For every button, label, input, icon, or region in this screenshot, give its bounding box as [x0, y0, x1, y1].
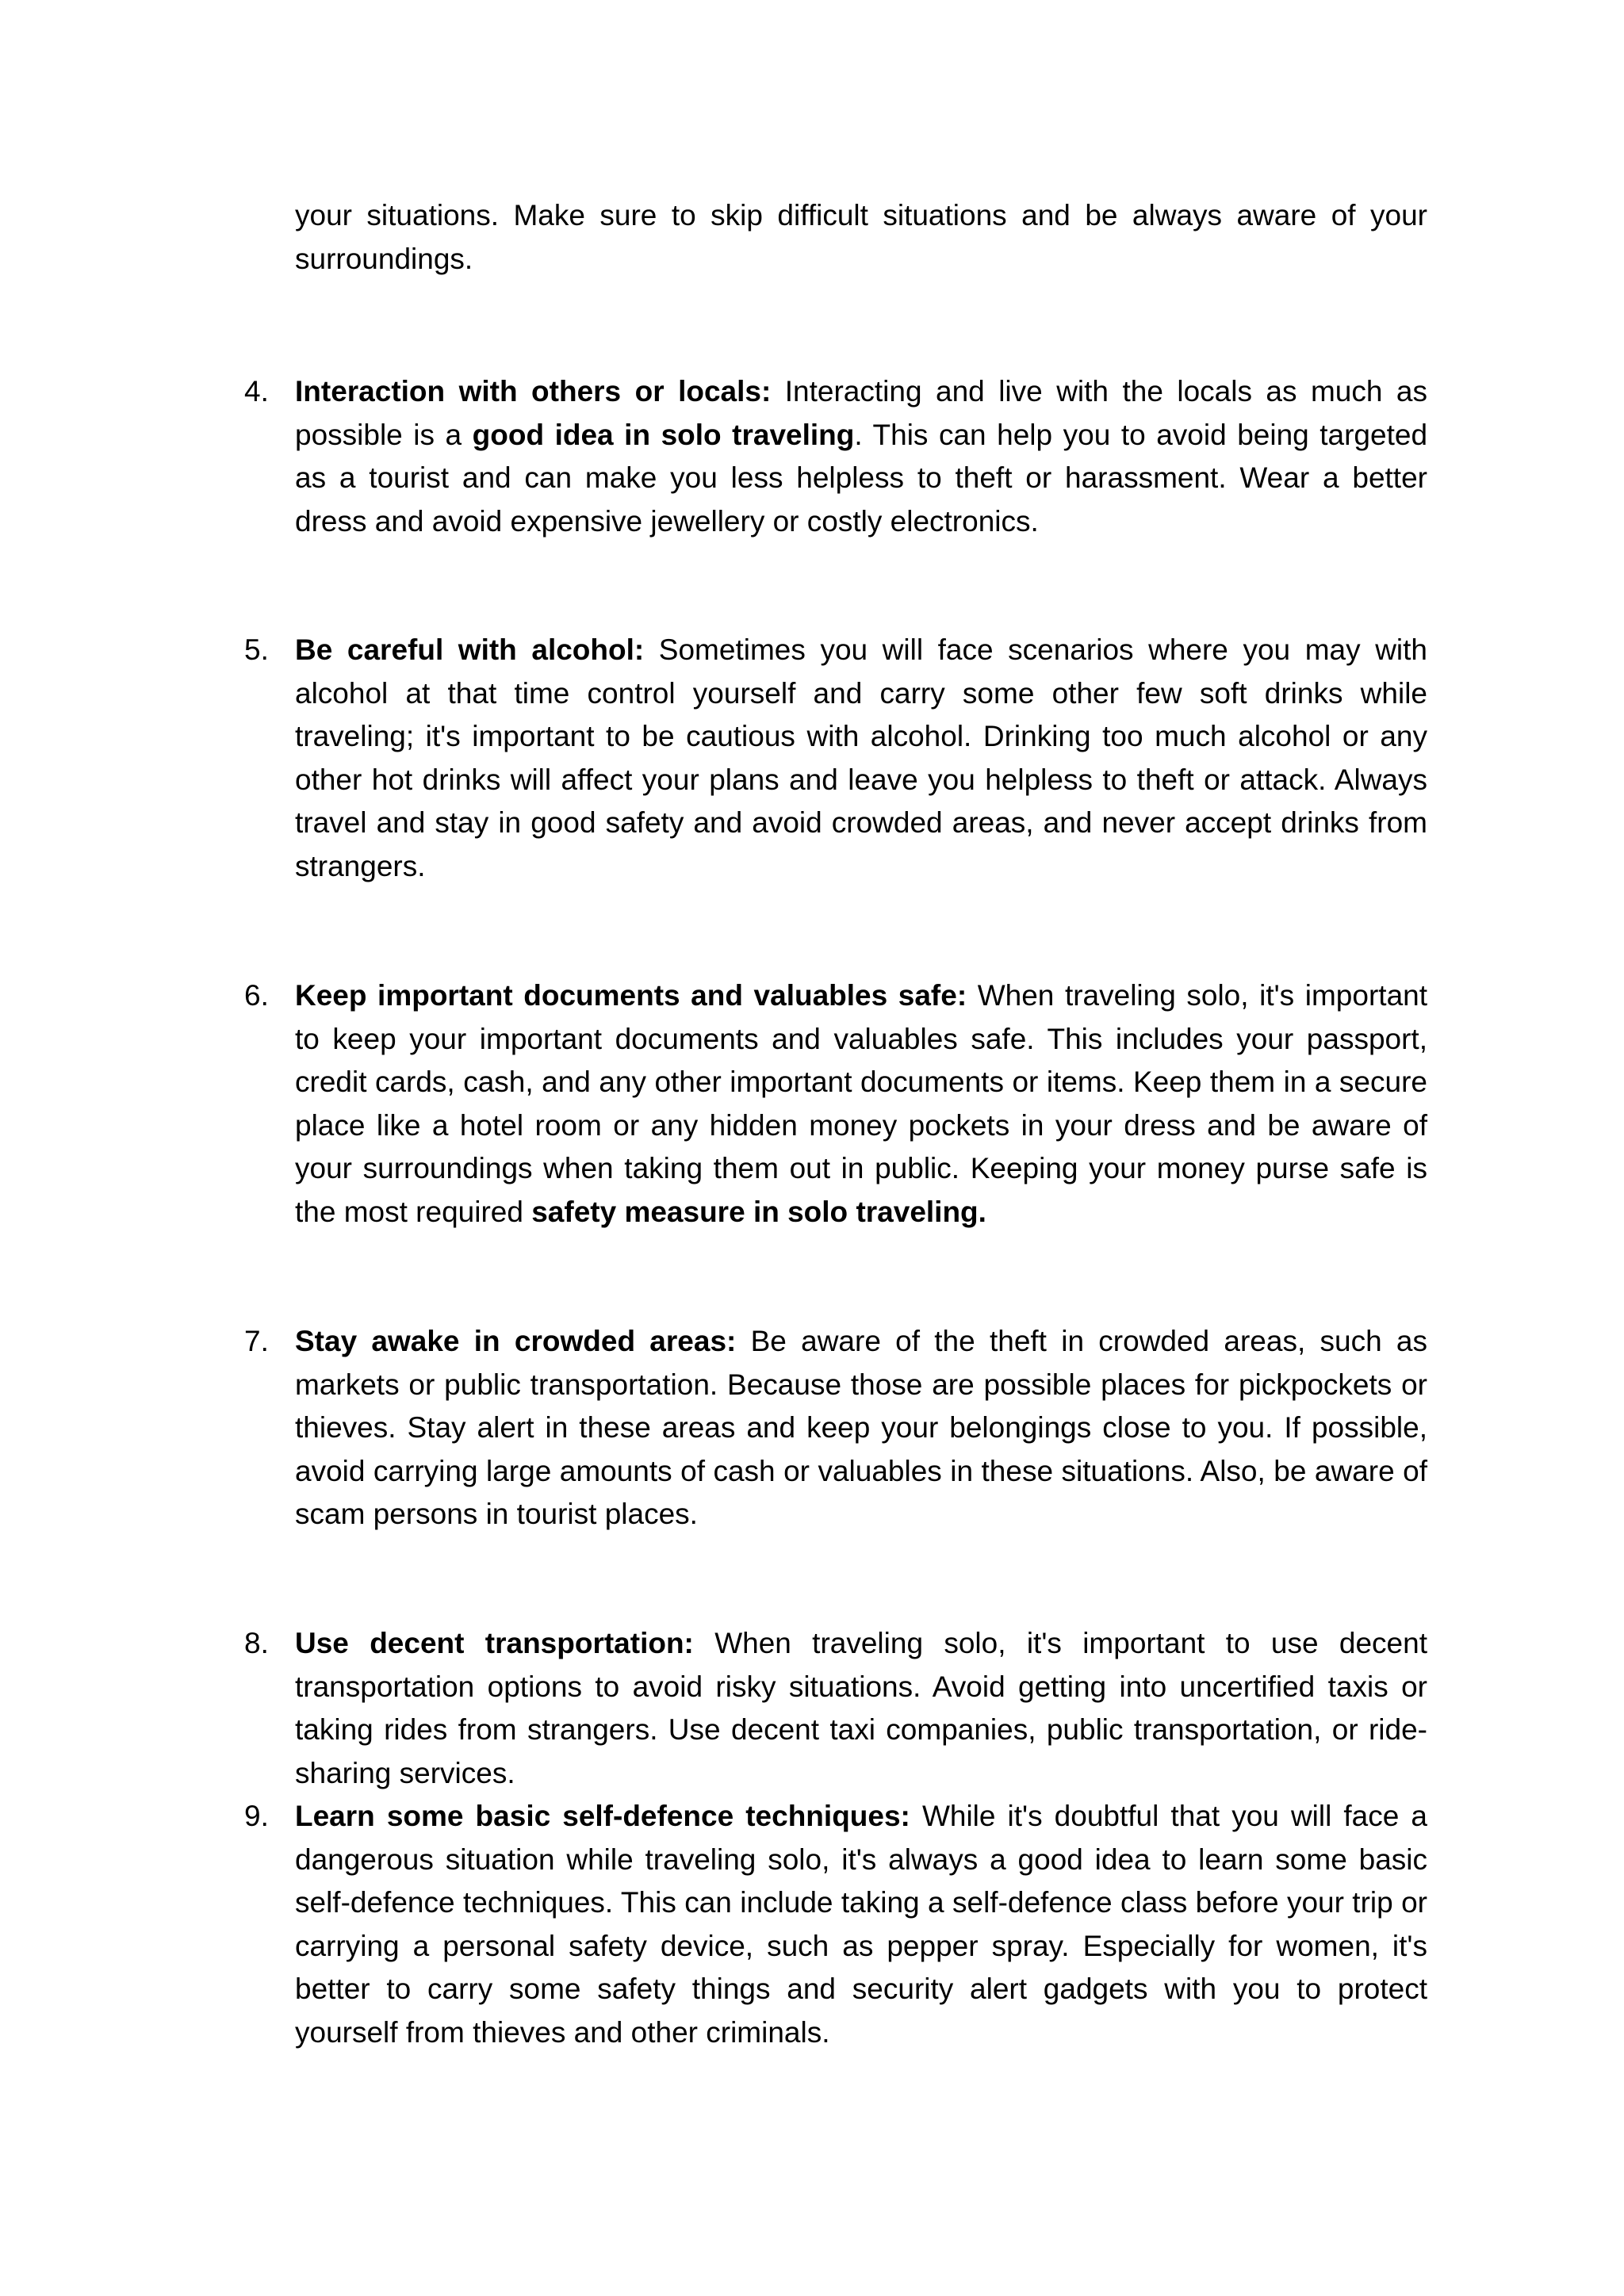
list-item	[244, 974, 1427, 1234]
list-item	[244, 629, 1427, 888]
list-item-number: 5.	[244, 633, 269, 666]
list-item-number: 6.	[244, 979, 269, 1012]
list-item-text: Be careful with alcohol: Sometimes you will face scenarios where you may with alcohol at that time control yourself and carry some other few soft drinks while traveling; it's important to be cautious with alcohol. Drinking too much alcohol or any other hot drinks will affect your plans and leave you helpless to theft or attack. Always travel and stay in good safety and avoid crowded areas, and never accept drinks from strangers.	[295, 633, 1427, 882]
list-item-text: Stay awake in crowded areas: Be aware of the theft in crowded areas, such as markets or public transportation. Because those are possible places for pickpockets or thieves. Stay alert in these areas and keep your belongings close to you. If possible, avoid carrying large amounts of cash or valuables in these situations. Also, be aware of scam persons in tourist places.	[295, 1325, 1427, 1530]
list-item-title: Interaction with others or locals:	[295, 375, 772, 408]
list-item-text: Keep important documents and valuables safe: When traveling solo, it's important to keep your important documents and valuables safe. This includes your passport, credit cards, cash, and any other important documents or items. Keep them in a secure place like a hotel room or any hidden money pockets in your dress and be aware of your surroundings when taking them out in public. Keeping your money purse safe is the most required safety measure in solo traveling.	[295, 979, 1427, 1228]
list-item-title: Keep important documents and valuables safe:	[295, 979, 967, 1012]
list-item-title: Stay awake in crowded areas:	[295, 1325, 737, 1357]
list-item	[244, 370, 1428, 543]
list-item-number: 4.	[244, 375, 269, 408]
list-item-number: 9.	[244, 1800, 269, 1832]
list-item-title: Learn some basic self-defence techniques:	[295, 1800, 910, 1832]
list-item	[244, 1320, 1427, 1536]
list-item	[244, 1622, 1427, 1795]
list-item	[244, 1795, 1427, 2054]
intro-paragraph: your situations. Make sure to skip difficult situations and be always aware of your surroundings.	[295, 199, 1427, 275]
list-item-text: Learn some basic self-defence techniques: While it's doubtful that you will face a dangerous situation while traveling solo, it's always a good idea to learn some basic self-defence techniques. This can include taking a self-defence class before your trip or carrying a personal safety device, such as pepper spray. Especially for women, it's better to carry some safety things and security alert gadgets with you to protect yourself from thieves and other criminals.	[295, 1800, 1427, 2049]
list-item-title: Be careful with alcohol:	[295, 633, 645, 666]
list-item-text: Use decent transportation: When traveling solo, it's important to use decent transportation options to avoid risky situations. Avoid getting into uncertified taxis or taking rides from strangers. Use decent taxi companies, public transportation, or ride-sharing services.	[295, 1627, 1427, 1789]
list-item-number: 8.	[244, 1627, 269, 1659]
list-item-text: Interaction with others or locals: Interacting and live with the locals as much as possible is a good idea in solo traveling. This can help you to avoid being targeted as a tourist and can make you less helpless to theft or harassment. Wear a better dress and avoid expensive jewellery or costly electronics.	[295, 375, 1428, 538]
list-item-number: 7.	[244, 1325, 269, 1357]
inline-emphasis: good idea in solo traveling	[472, 418, 855, 451]
list-item-title: Use decent transportation:	[295, 1627, 694, 1659]
inline-emphasis: safety measure in solo traveling.	[531, 1195, 986, 1228]
